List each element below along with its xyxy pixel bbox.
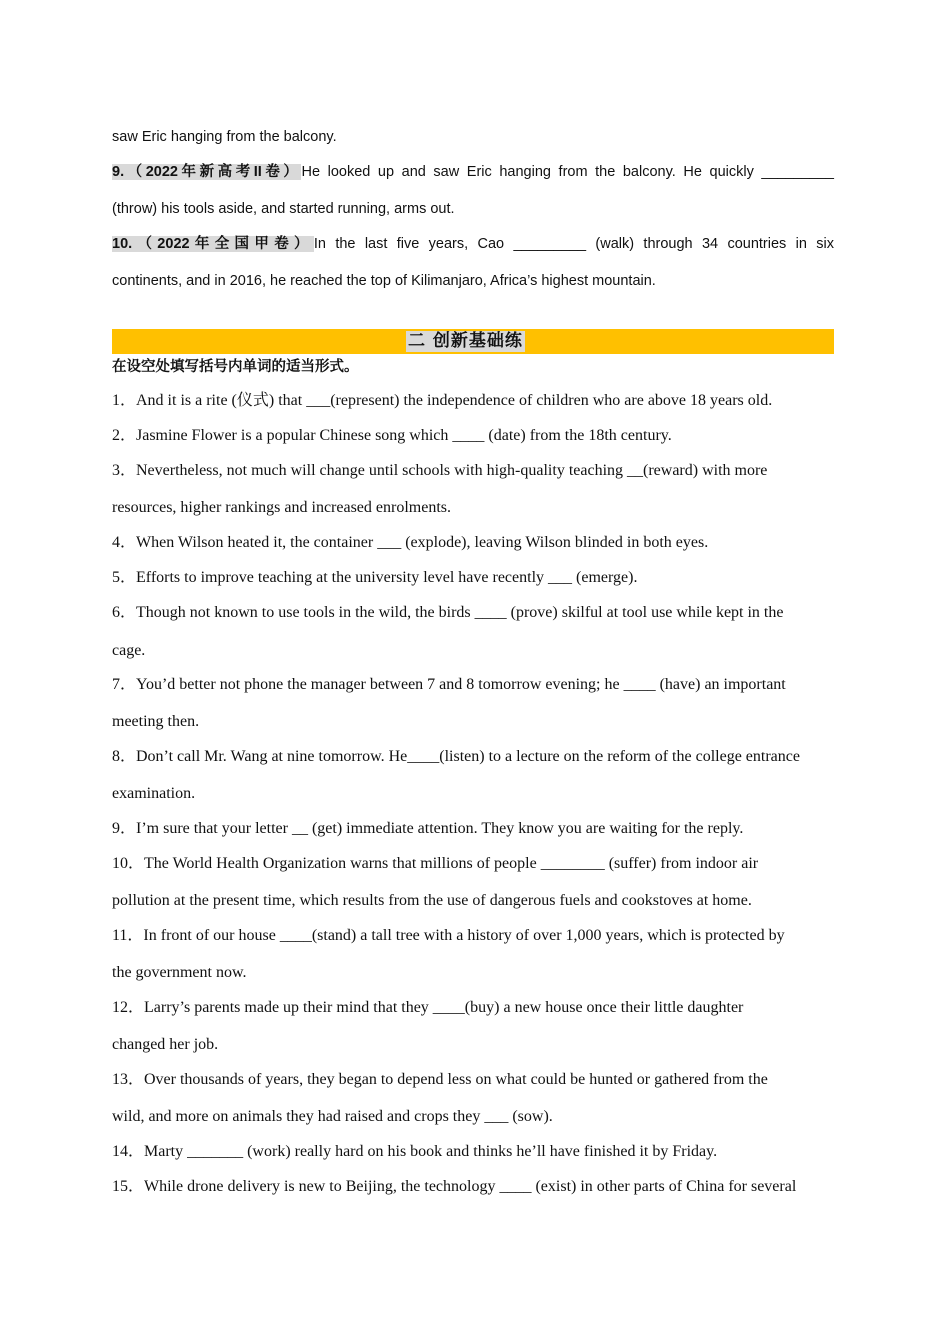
section-header-band bbox=[112, 329, 834, 354]
question-9-line-2: (throw) his tools aside, and started running, arms out. bbox=[112, 201, 455, 217]
exercise-item-7-cont: meeting then. bbox=[112, 713, 200, 730]
exercise-item-10-cont: pollution at the present time, which results from the use of dangerous fuels and cookstoves at home. bbox=[112, 892, 752, 909]
question-9-line-1 bbox=[112, 162, 834, 182]
section-title: 二 创新基础练 bbox=[408, 331, 523, 351]
section-instruction: 在设空处填写括号内单词的适当形式。 bbox=[112, 359, 359, 375]
exercise-item-15: 15．While drone delivery is new to Beijing, the technology ____ (exist) in other parts of China for several bbox=[112, 1178, 797, 1195]
question-10-line-2: continents, and in 2016, he reached the top of Kilimanjaro, Africa’s highest mountain. bbox=[112, 273, 656, 289]
question-9-source-tag: 9.（2022年新高考II卷） bbox=[112, 164, 302, 180]
exercise-item-14: 14．Marty _______ (work) really hard on his book and thinks he’ll have finished it by Friday. bbox=[112, 1143, 718, 1160]
exercise-item-8-cont: examination. bbox=[112, 785, 196, 802]
question-10-source-tag: 10.（2022年全国甲卷） bbox=[112, 236, 314, 252]
prev-text-line: saw Eric hanging from the balcony. bbox=[112, 129, 337, 145]
exercise-item-11-cont: the government now. bbox=[112, 964, 247, 981]
question-10-line-1 bbox=[112, 234, 834, 254]
question-10-text: In the last five years, Cao _________ (walk) through 34 countries in six bbox=[313, 236, 835, 252]
exercise-item-3: 3．Nevertheless, not much will change until schools with high-quality teaching __(reward) with more bbox=[112, 462, 768, 479]
exercise-item-7: 7．You’d better not phone the manager between 7 and 8 tomorrow evening; he ____ (have) an important bbox=[112, 676, 786, 693]
question-9-text: He looked up and saw Eric hanging from the balcony. He quickly _________ bbox=[301, 164, 834, 180]
exercise-item-13: 13．Over thousands of years, they began to depend less on what could be hunted or gathered from the bbox=[112, 1071, 768, 1088]
exercise-item-2: 2．Jasmine Flower is a popular Chinese song which ____ (date) from the 18th century. bbox=[112, 427, 672, 444]
exercise-item-10: 10．The World Health Organization warns that millions of people ________ (suffer) from indoor air bbox=[112, 855, 759, 872]
exercise-item-6: 6．Though not known to use tools in the wild, the birds ____ (prove) skilful at tool use while kept in the bbox=[112, 604, 784, 621]
exercise-item-12: 12．Larry’s parents made up their mind that they ____(buy) a new house once their little daughter bbox=[112, 999, 744, 1016]
exercise-item-9: 9．I’m sure that your letter __ (get) immediate attention. They know you are waiting for the reply. bbox=[112, 820, 744, 837]
exercise-item-1: 1．And it is a rite (仪式) that ___(represent) the independence of children who are above 18 years old. bbox=[112, 392, 773, 409]
exercise-item-5: 5．Efforts to improve teaching at the university level have recently ___ (emerge). bbox=[112, 569, 638, 586]
exercise-item-4: 4．When Wilson heated it, the container ___ (explode), leaving Wilson blinded in both eyes. bbox=[112, 534, 709, 551]
exercise-item-11: 11．In front of our house ____(stand) a tall tree with a history of over 1,000 years, which is protected by bbox=[112, 927, 785, 944]
exercise-item-12-cont: changed her job. bbox=[112, 1036, 219, 1053]
exercise-item-13-cont: wild, and more on animals they had raised and crops they ___ (sow). bbox=[112, 1108, 553, 1125]
exercise-item-3-cont: resources, higher rankings and increased enrolments. bbox=[112, 499, 451, 516]
exercise-item-6-cont: cage. bbox=[112, 642, 146, 659]
exercise-item-8: 8．Don’t call Mr. Wang at nine tomorrow. He____(listen) to a lecture on the reform of the college entrance bbox=[112, 748, 800, 765]
